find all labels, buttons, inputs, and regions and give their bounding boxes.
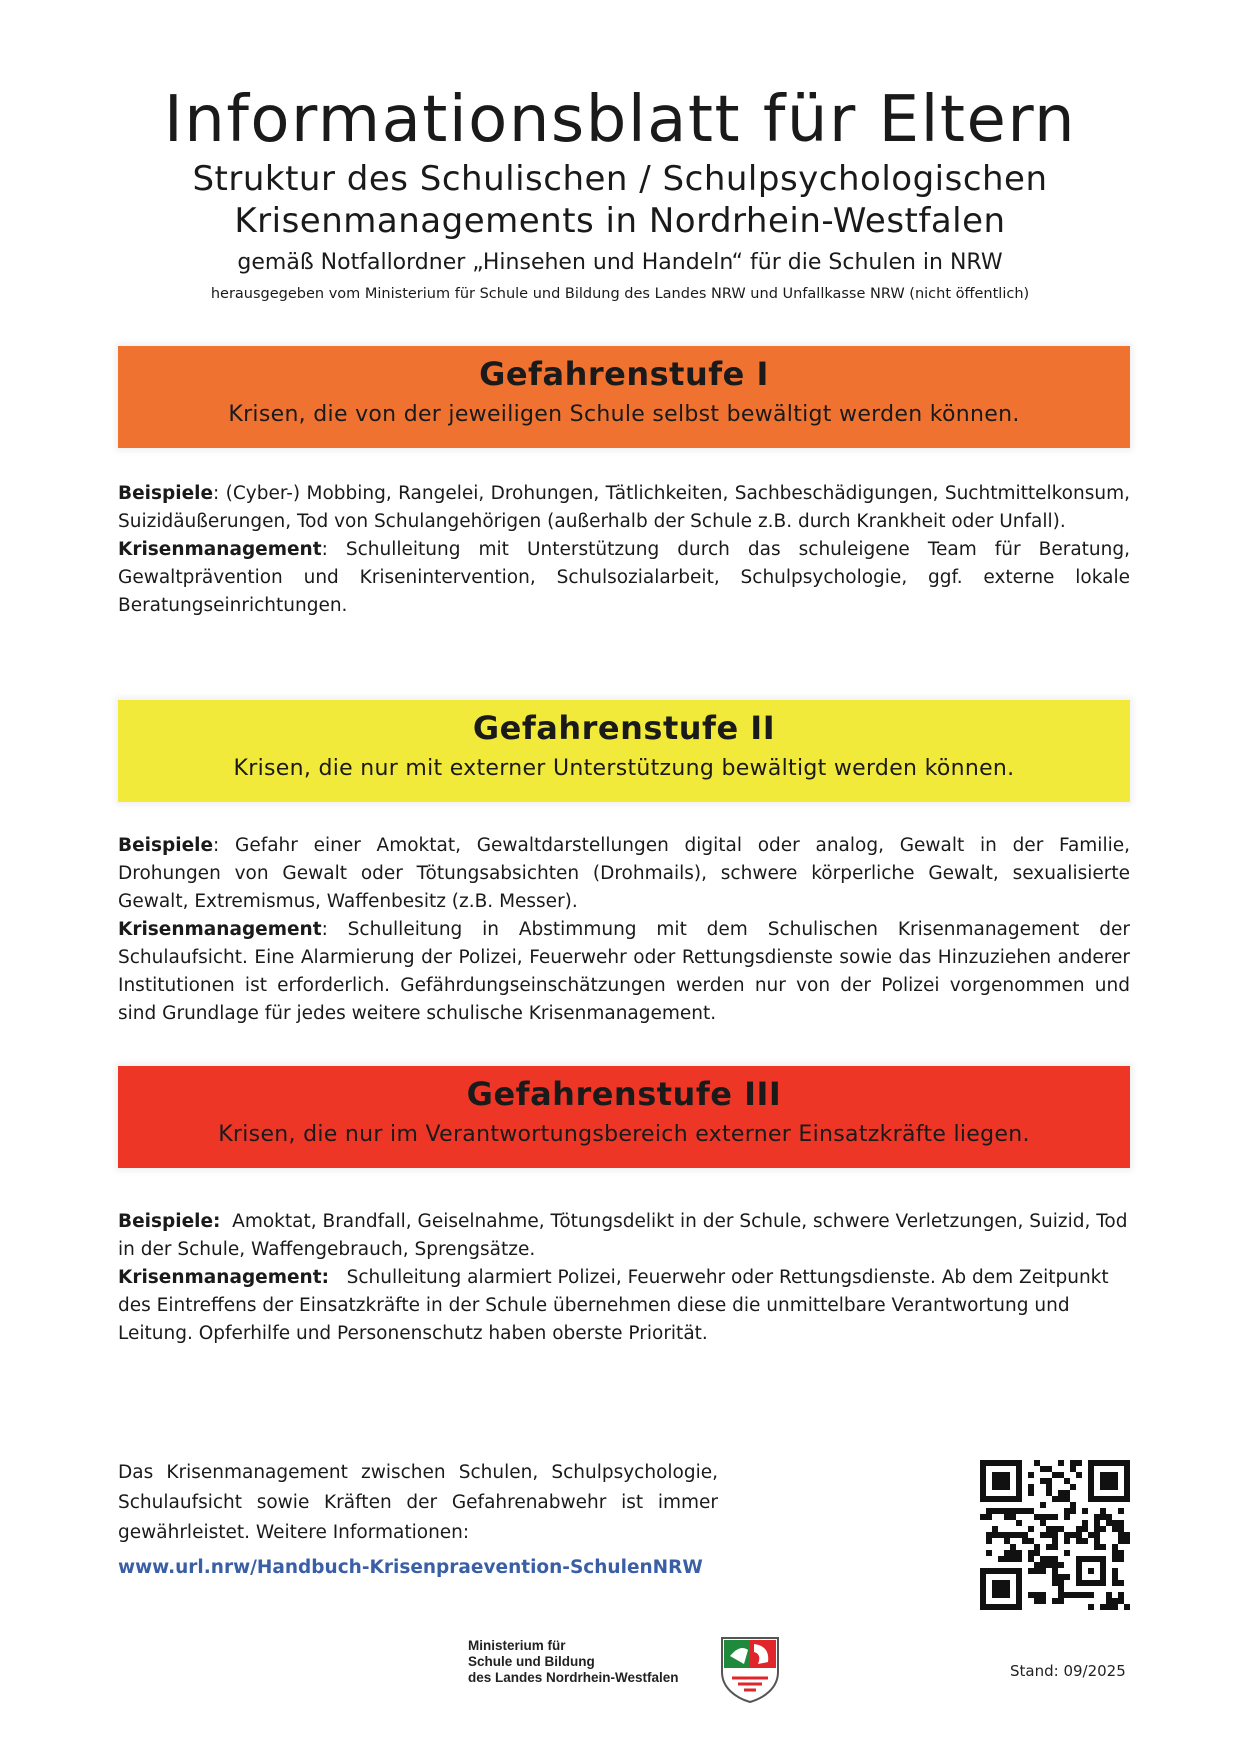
level-1-details — [118, 480, 1130, 620]
header — [0, 82, 1240, 306]
level-1-examples — [118, 480, 1130, 536]
stand-date: Stand: 09/2025 — [1010, 1662, 1126, 1680]
nrw-crest-icon — [718, 1634, 782, 1704]
management-text: : Schulleitung mit Unterstützung durch das schuleigene Team für Beratung, Gewaltprävention und Krisenintervention, Schulsozialarbeit, Schulpsychologie, ggf. externe lokale Beratungseinrichtungen. — [118, 539, 1130, 616]
management-label: Krisenmanagement: — [118, 1267, 329, 1288]
level-3-description: Krisen, die nur im Verantwortungsbereich externer Einsatzkräfte liegen. — [218, 1122, 1030, 1147]
qr-code-icon[interactable] — [980, 1460, 1130, 1610]
management-text: Schulleitung alarmiert Polizei, Feuerwehr oder Rettungsdienste. Ab dem Zeitpunkt des Eintreffens der Einsatzkräfte in der Schule übernehmen diese die unmittelbare Verantwortung und Leitung. Opferhilfe und Personenschutz haben oberste Priorität. — [118, 1267, 1115, 1344]
info-link[interactable]: www.url.nrw/Handbuch-Krisenpraevention-SchulenNRW — [118, 1557, 703, 1578]
level-2-examples — [118, 832, 1130, 916]
management-text: : Schulleitung in Abstimmung mit dem Schulischen Krisenmanagement der Schulaufsicht. Eine Alarmierung der Polizei, Feuerwehr oder Rettungsdienste sowie das Hinzuziehen anderer Institutionen ist erforderlich. Gefährdungseinschätzungen werden nur von der Polizei vorgenommen und sind Grundlage für jedes weitere schulische Krisenmanagement. — [118, 919, 1130, 1024]
subtitle-publisher: herausgegeben vom Ministerium für Schule und Bildung des Landes NRW und Unfallkasse NRW (nicht öffentlich) — [210, 286, 1030, 302]
footer-text: Das Krisenmanagement zwischen Schulen, Schulpsychologie, Schulaufsicht sowie Kräften der Gefahrenabwehr ist immer gewährleistet. Weitere Informationen: — [118, 1462, 718, 1543]
level-1-title: Gefahrenstufe I — [479, 355, 769, 393]
level-3-title: Gefahrenstufe III — [466, 1075, 782, 1113]
management-label: Krisenmanagement — [118, 539, 322, 560]
level-3-band — [118, 1066, 1130, 1168]
level-3-details — [118, 1208, 1134, 1348]
ministry-line-3: des Landes Nordrhein-Westfalen — [468, 1670, 679, 1685]
page-title: Informationsblatt für Eltern — [163, 83, 1077, 157]
ministry-line-1: Ministerium für — [468, 1638, 566, 1653]
subtitle-line-1: Struktur des Schulischen / Schulpsychologischen — [192, 159, 1048, 199]
examples-text: Amoktat, Brandfall, Geiselnahme, Tötungsdelikt in der Schule, schwere Verletzungen, Suizid, Tod in der Schule, Waffengebrauch, Sprengsätze. — [118, 1211, 1134, 1260]
management-label: Krisenmanagement — [118, 919, 322, 940]
level-2-details — [118, 832, 1130, 1028]
examples-text: : Gefahr einer Amoktat, Gewaltdarstellungen digital oder analog, Gewalt in der Familie, Drohungen von Gewalt oder Tötungsabsichten (Drohmails), schwere körperliche Gewalt, sexualisierte Gewalt, Extremismus, Waffenbesitz (z.B. Messer). — [118, 835, 1130, 912]
examples-label: Beispiele: — [118, 1211, 221, 1232]
ministry-line-2: Schule und Bildung — [468, 1654, 595, 1669]
level-3-management — [118, 1264, 1130, 1348]
level-1-band — [118, 346, 1130, 448]
examples-text: : (Cyber-) Mobbing, Rangelei, Drohungen, Tätlichkeiten, Sachbeschädigungen, Suchtmittelkonsum, Suizidäußerungen, Tod von Schulangehörigen (außerhalb der Schule z.B. durch Krankheit oder Unfall). — [118, 483, 1130, 532]
ministry-logo-text — [468, 1638, 679, 1686]
examples-label: Beispiele — [118, 835, 214, 856]
level-2-management — [118, 916, 1130, 1028]
level-2-description: Krisen, die nur mit externer Unterstützung bewältigt werden können. — [233, 756, 1015, 781]
examples-label: Beispiele — [118, 483, 214, 504]
level-3-examples — [118, 1208, 1134, 1264]
level-1-management — [118, 536, 1130, 620]
subtitle-notfallordner: gemäß Notfallordner „Hinsehen und Handeln“ für die Schulen in NRW — [237, 250, 1003, 275]
level-1-description: Krisen, die von der jeweiligen Schule selbst bewältigt werden können. — [228, 402, 1020, 427]
level-2-band — [118, 700, 1130, 802]
level-2-title: Gefahrenstufe II — [472, 709, 776, 747]
subtitle-line-2: Krisenmanagements in Nordrhein-Westfalen — [234, 201, 1006, 241]
